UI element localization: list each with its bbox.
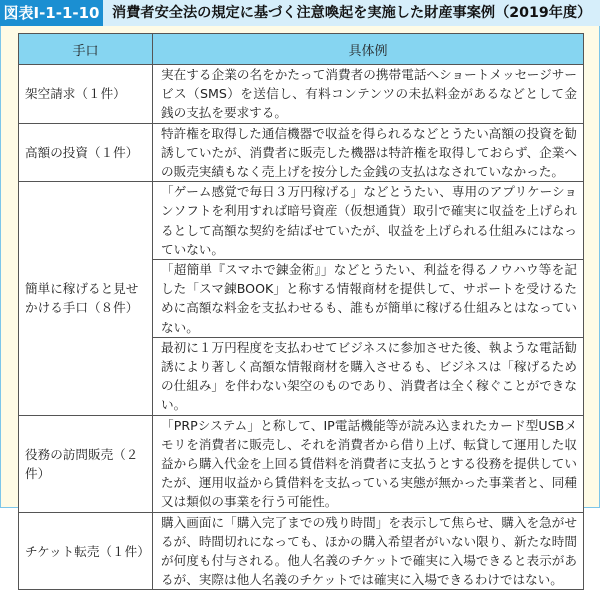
method-cell: 役務の訪問販売（２件）: [19, 415, 153, 512]
table-row: [19, 415, 584, 512]
table-row: [19, 123, 584, 182]
title-bar: [0, 0, 600, 26]
cases-table: [18, 33, 584, 590]
method-cell: 架空請求（１件）: [19, 65, 153, 124]
header-method: 手口: [19, 34, 153, 65]
method-cell: チケット転売（１件）: [19, 512, 153, 590]
example-cell: 実在する企業の名をかたって消費者の携帯電話へショートメッセージサービス（SMS）を送信し、有料コンテンツの未払料金があるなどとして金銭の支払を要求する。: [153, 65, 584, 124]
method-cell: 高額の投資（１件）: [19, 123, 153, 182]
example-cell: 「超簡単『スマホで錬金術』」などとうたい、利益を得るノウハウ等を記した「スマ錬BOOK」と称する情報商材を提供して、サポートを受けるために高額な料金を支払わせるも、誰もが簡単に稼げる仕組みとはなっていない。: [153, 260, 584, 338]
table-row: [19, 65, 584, 124]
example-cell: 購入画面に「購入完了までの残り時間」を表示して焦らせ、購入を急がせるが、時間切れになっても、ほかの購入希望者がいない限り、新たな時間が何度も付与される。他人名義のチケットで確実に入場できると表示があるが、実際は他人名義のチケットでは確実に入場できるわけではない。: [153, 512, 584, 590]
example-cell: 「ゲーム感覚で毎日３万円稼げる」などとうたい、専用のアプリケーションソフトを利用すれば暗号資産（仮想通貨）取引で確実に収益を上げられるとして高額な契約を結ばせていたが、収益を上げられる仕組みにはなっていない。: [153, 182, 584, 260]
figure-title: 消費者安全法の規定に基づく注意喚起を実施した財産事案例（2019年度）: [112, 5, 592, 21]
example-cell: 最初に１万円程度を支払わせてビジネスに参加させた後、執ような電話勧誘により著しく高額な情報商材を購入させるも、ビジネスは「稼げるための仕組み」を伴わない架空のものであり、消費者は全く稼ぐことができない。: [153, 337, 584, 415]
table-row: [19, 512, 584, 590]
figure-label: 図表Ⅰ-1-1-10: [0, 0, 103, 26]
example-cell: 「PRPシステム」と称して、IP電話機能等が読み込まれたカード型USBメモリを消費者に販売し、それを消費者から借り上げ、転貸して運用した収益から購入代金を上回る賃借料を消費者に支払うとする役務を提供していたが、運用収益から賃借料を支払っている実態が無かった事業者と、同種又は類似の事業を行う可能性。: [153, 415, 584, 512]
table-row: [19, 182, 584, 260]
method-cell: 簡単に稼げると見せかける手口（８件）: [19, 182, 153, 415]
header-row: [19, 34, 584, 65]
example-cell: 特許権を取得した通信機器で収益を得られるなどとうたい高額の投資を勧誘していたが、消費者に販売した機器は特許権を取得しておらず、企業への販売実績もなく売上げを按分した金銭の支払はなされていなかった。: [153, 123, 584, 182]
header-example: 具体例: [153, 34, 584, 65]
